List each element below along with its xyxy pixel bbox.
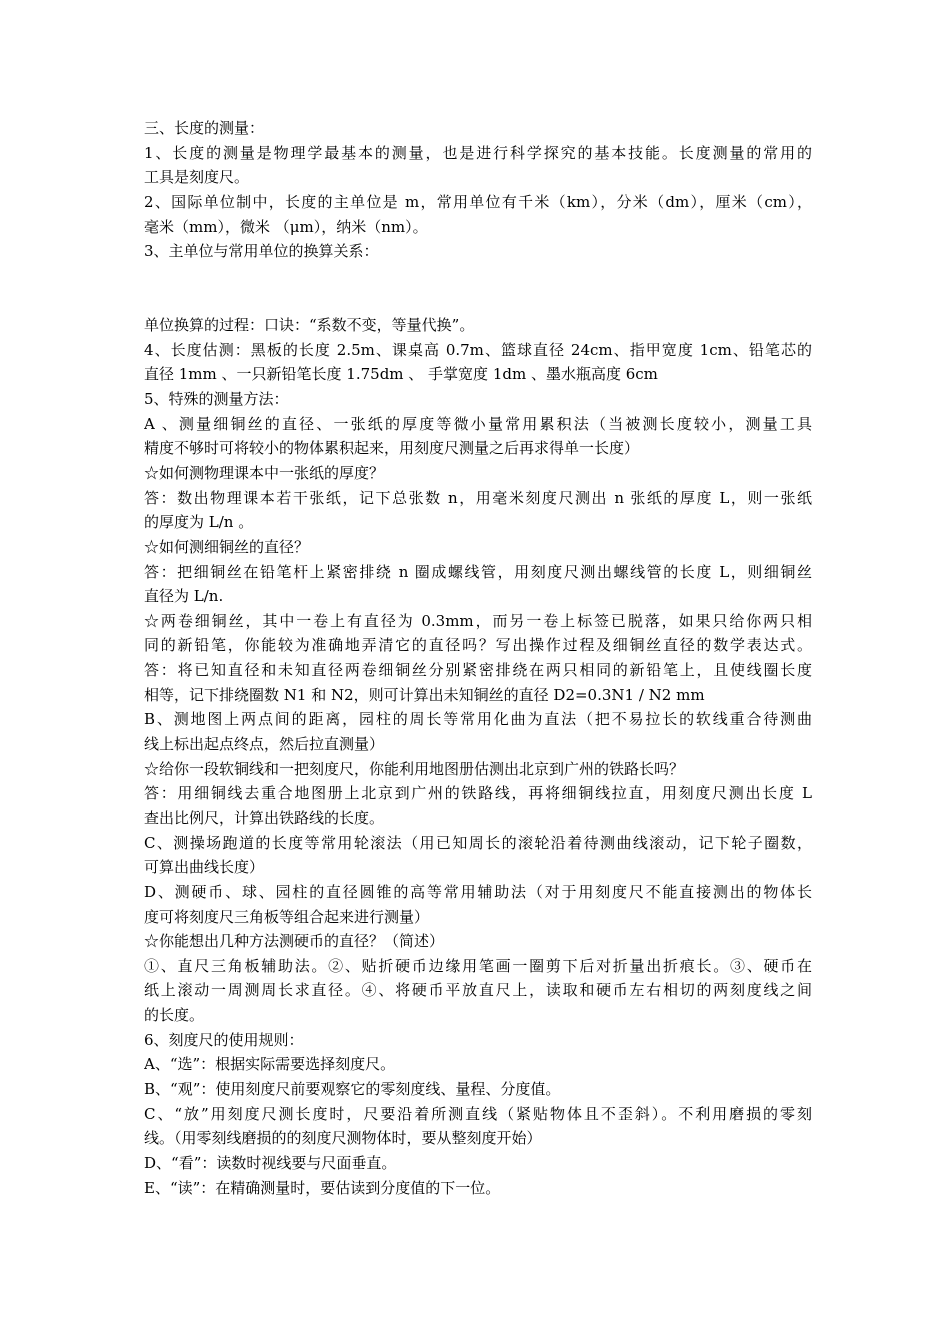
answer-line: ①、直尺三角板辅助法。②、贴折硬币边缘用笔画一圈剪下后对折量出折痕长。③、硬币在 <box>144 956 812 975</box>
paragraph-line: 3、主单位与常用单位的换算关系： <box>144 242 379 261</box>
question-line: ☆给你一段软铜线和一把刻度尺，你能利用地图册估测出北京到广州的铁路长吗？ <box>144 759 685 778</box>
question-line: ☆你能想出几种方法测硬币的直径？（简述） <box>144 932 445 951</box>
paragraph-line: 1、长度的测量是物理学最基本的测量，也是进行科学探究的基本技能。长度测量的常用的 <box>144 143 812 162</box>
question-line: 同的新铅笔，你能较为准确地弄清它的直径吗？写出操作过程及细铜丝直径的数学表达式。 <box>144 636 812 655</box>
paragraph-line: 可算出曲线长度） <box>144 858 265 877</box>
paragraph-line: 直径 1mm 、一只新铅笔长度 1.75dm 、 手掌宽度 1dm 、墨水瓶高度 6cm <box>144 365 658 384</box>
paragraph-line: B、测地图上两点间的距离，园柱的周长等常用化曲为直法（把不易拉长的软线重合待测曲 <box>144 710 812 729</box>
question-line: ☆两卷细铜丝，其中一卷上有直径为 0.3mm，而另一卷上标签已脱落，如果只给你两只相 <box>144 611 812 630</box>
answer-line: 的长度。 <box>144 1006 205 1025</box>
paragraph-line: 精度不够时可将较小的物体累积起来，用刻度尺测量之后再求得单一长度） <box>144 439 640 458</box>
unit-conversion-row <box>144 288 812 313</box>
answer-line: 答：把细铜丝在铅笔杆上紧密排绕 n 圈成螺线管，用刻度尺测出螺线管的长度 L，则细铜丝 <box>144 562 812 581</box>
paragraph-line: 5、特殊的测量方法： <box>144 390 289 409</box>
paragraph-line: C、测操场跑道的长度等常用轮滚法（用已知周长的滚轮沿着待测曲线滚动，记下轮子圈数， <box>144 833 812 852</box>
section-heading: 三、长度的测量： <box>144 119 265 137</box>
answer-line: 的厚度为 L/n 。 <box>144 513 254 532</box>
paragraph-line: 毫米（mm），微米 （μm），纳米（nm）。 <box>144 217 428 236</box>
paragraph-line: 度可将刻度尺三角板等组合起来进行测量） <box>144 907 430 926</box>
rule-line: B、“观”：使用刻度尺前要观察它的零刻度线、量程、分度值。 <box>144 1079 561 1098</box>
answer-line: 答：用细铜线去重合地图册上北京到广州的铁路线，再将细铜线拉直，用刻度尺测出长度 L <box>144 784 812 803</box>
answer-line: 相等，记下排绕圈数 N1 和 N2，则可计算出未知铜丝的直径 D2=0.3N1 / N2 mm <box>144 685 705 704</box>
paragraph-line: D、测硬币、球、园柱的直径圆锥的高等常用辅助法（对于用刻度尺不能直接测出的物体长 <box>144 882 812 901</box>
paragraph-line: 4、长度估测：黑板的长度 2.5m、课桌高 0.7m、篮球直径 24cm、指甲宽度 1cm、铅笔芯的 <box>144 340 812 359</box>
paragraph-line: 线上标出起点终点，然后拉直测量） <box>144 735 385 754</box>
rule-line: A、“选”：根据实际需要选择刻度尺。 <box>144 1055 396 1074</box>
answer-line: 答：数出物理课本若干张纸，记下总张数 n，用毫米刻度尺测出 n 张纸的厚度 L，则一张纸 <box>144 488 812 507</box>
paragraph-line: 2、国际单位制中，长度的主单位是 m，常用单位有千米（km），分米（dm），厘米（cm）， <box>144 192 812 211</box>
rule-line: E、“读”：在精确测量时，要估读到分度值的下一位。 <box>144 1178 501 1197</box>
answer-line: 答：将已知直径和未知直径两卷细铜丝分别紧密排绕在两只相同的新铅笔上，且使线圈长度 <box>144 661 812 680</box>
answer-line: 纸上滚动一周测周长求直径。④、将硬币平放直尺上，读取和硬币左右相切的两刻度线之间 <box>144 981 812 1000</box>
answer-line: 查出比例尺，计算出铁路线的长度。 <box>144 808 385 827</box>
rule-line: 线。（用零刻线磨损的的刻度尺测物体时，要从整刻度开始） <box>144 1129 542 1148</box>
document-body <box>144 116 812 1200</box>
rule-line: C、“放”用刻度尺测长度时，尺要沿着所测直线（紧贴物体且不歪斜）。不利用磨损的零刻 <box>144 1104 812 1123</box>
rule-line: D、“看”：读数时视线要与尺面垂直。 <box>144 1153 397 1172</box>
answer-line: 直径为 L/n. <box>144 587 224 606</box>
paragraph-line: 工具是刻度尺。 <box>144 168 250 187</box>
section-heading: 6、刻度尺的使用规则： <box>144 1030 304 1049</box>
unit-conversion-row <box>144 264 812 289</box>
paragraph-line: A 、测量细铜丝的直径、一张纸的厚度等微小量常用累积法（当被测长度较小，测量工具 <box>144 414 812 433</box>
paragraph-line: 单位换算的过程：口诀：“系数不变，等量代换”。 <box>144 316 475 335</box>
question-line: ☆如何测细铜丝的直径？ <box>144 537 310 556</box>
question-line: ☆如何测物理课本中一张纸的厚度？ <box>144 463 385 482</box>
